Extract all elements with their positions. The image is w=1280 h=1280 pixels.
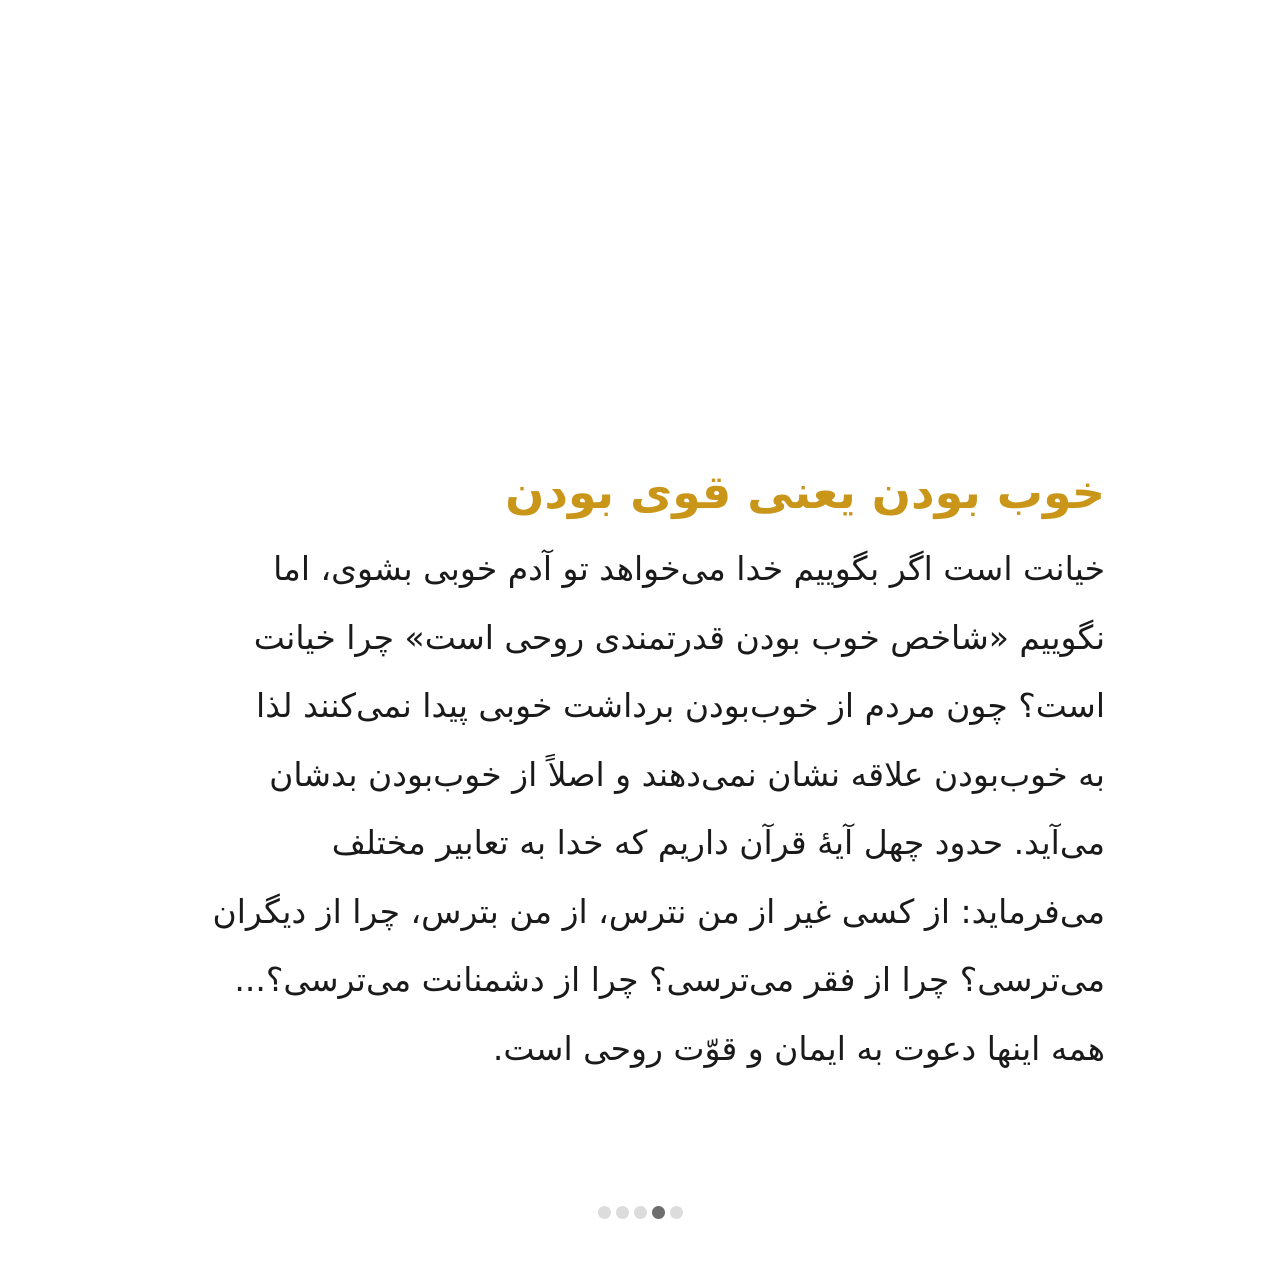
body-line: نگوییم «شاخص خوب بودن قدرتمندی روحی است» چرا خیانت xyxy=(253,617,1105,657)
body-line: همه اینها دعوت به ایمان و قوّت روحی است. xyxy=(492,1028,1105,1068)
body-text xyxy=(175,535,1105,1083)
body-line: می‌آید. حدود چهل آیهٔ قرآن داریم که خدا به تعابیر مختلف xyxy=(331,823,1105,862)
slide-title: خوب بودن یعنی قوی بودن xyxy=(505,465,1105,519)
pagination-dots xyxy=(0,1206,1280,1219)
body-line: می‌فرماید: از کسی غیر از من نترس، از من بترس، چرا از دیگران xyxy=(212,891,1105,931)
body-line: است؟ چون مردم از خوب‌بودن برداشت خوبی پیدا نمی‌کنند لذا xyxy=(256,686,1105,725)
pagination-dot[interactable] xyxy=(598,1206,611,1219)
pagination-dot[interactable] xyxy=(670,1206,683,1219)
pagination-dot-active[interactable] xyxy=(652,1206,665,1219)
pagination-dot[interactable] xyxy=(616,1206,629,1219)
content-block xyxy=(175,455,1105,1083)
pagination-dot[interactable] xyxy=(634,1206,647,1219)
body-line: خیانت است اگر بگوییم خدا می‌خواهد تو آدم خوبی بشوی، اما xyxy=(273,549,1105,588)
body-line: می‌ترسی؟ چرا از فقر می‌ترسی؟ چرا از دشمنانت می‌ترسی؟... xyxy=(234,960,1105,999)
body-line: به خوب‌بودن علاقه نشان نمی‌دهند و اصلاً از خوب‌بودن بدشان xyxy=(269,754,1105,794)
